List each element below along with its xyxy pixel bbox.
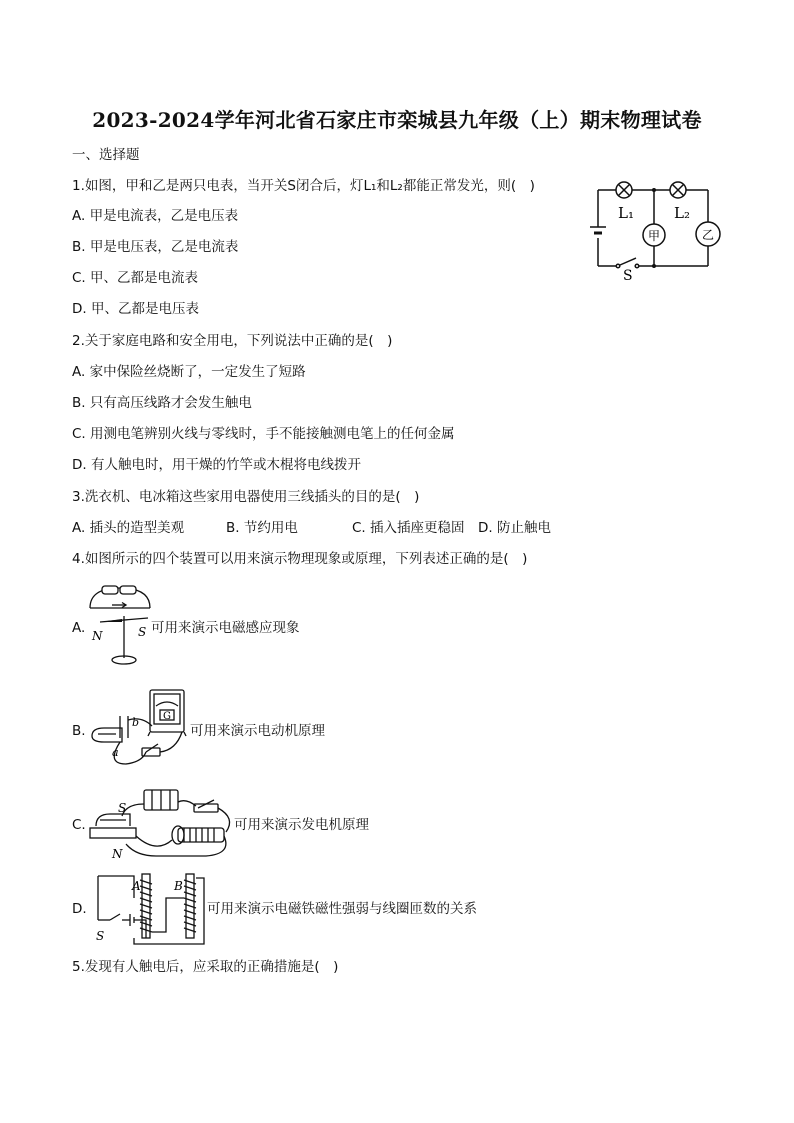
compass-s-label: S — [138, 625, 147, 639]
question-1-option-c: C. 甲、乙都是电流表 — [72, 270, 199, 286]
question-2-option-d: D. 有人触电时，用干燥的竹竿或木棍将电线拨开 — [72, 457, 361, 473]
question-1-option-b: B. 甲是电压表，乙是电流表 — [72, 239, 239, 255]
lamp-l2-label: L₂ — [674, 204, 690, 222]
wire-a-label: a — [112, 746, 119, 759]
question-1-stem: 1.如图，甲和乙是两只电表，当开关S闭合后，灯L₁和L₂都能正常发光，则( ) — [72, 178, 535, 194]
question-3-option-c: C. 插入插座更稳固 — [352, 520, 465, 536]
meter-jia-label: 甲 — [647, 229, 661, 243]
page-title: 2023-2024学年河北省石家庄市栾城县九年级（上）期末物理试卷 — [92, 108, 702, 132]
question-1-option-a: A. 甲是电流表，乙是电压表 — [72, 208, 239, 224]
wire-b-label: b — [132, 716, 140, 729]
compass-n-label: N — [92, 629, 103, 643]
electromagnet-a-label: A — [132, 879, 141, 893]
question-4-option-a-text: 可用来演示电磁感应现象 — [151, 620, 300, 636]
question-3-option-d: D. 防止触电 — [478, 520, 551, 536]
question-2-option-a: A. 家中保险丝烧断了，一定发生了短路 — [72, 364, 306, 380]
question-4-option-d-text: 可用来演示电磁铁磁性强弱与线圈匝数的关系 — [207, 901, 477, 917]
lamp-l1-label: L₁ — [618, 204, 634, 222]
oersted-experiment-figure — [86, 582, 154, 668]
question-1-circuit-diagram — [580, 172, 730, 282]
magnet-s-label: S — [118, 801, 127, 815]
question-4-option-c-text: 可用来演示发电机原理 — [234, 817, 369, 833]
question-1-option-d: D. 甲、乙都是电压表 — [72, 301, 199, 317]
question-2-option-b: B. 只有高压线路才会发生触电 — [72, 395, 252, 411]
question-4-option-b-text: 可用来演示电动机原理 — [190, 723, 325, 739]
question-3-option-b: B. 节约用电 — [226, 520, 298, 536]
question-2-stem: 2.关于家庭电路和安全用电，下列说法中正确的是( ) — [72, 333, 393, 349]
section-heading: 一、选择题 — [72, 147, 140, 163]
question-4-stem: 4.如图所示的四个装置可以用来演示物理现象或原理，下列表述正确的是( ) — [72, 551, 528, 567]
question-5-stem: 5.发现有人触电后，应采取的正确措施是( ) — [72, 959, 339, 975]
question-4-option-c-letter: C. — [72, 817, 86, 833]
question-3-stem: 3.洗衣机、电冰箱这些家用电器使用三线插头的目的是( ) — [72, 489, 420, 505]
question-2-option-c: C. 用测电笔辨别火线与零线时，手不能接触测电笔上的任何金属 — [72, 426, 455, 442]
question-4-option-d-letter: D. — [72, 901, 87, 917]
meter-yi-label: 乙 — [701, 228, 715, 242]
question-4-option-a-letter: A. — [72, 620, 86, 636]
question-4-option-b-letter: B. — [72, 723, 86, 739]
electromagnet-experiment-figure — [86, 868, 206, 948]
switch-s-label: S — [96, 929, 105, 943]
electromagnet-b-label: B — [174, 879, 183, 893]
galvanometer-experiment-figure — [86, 686, 196, 772]
magnet-n-label: N — [112, 847, 123, 861]
galvanometer-g-label: G — [163, 711, 171, 722]
motor-experiment-figure — [86, 784, 236, 864]
switch-s-label: S — [623, 268, 633, 282]
question-3-option-a: A. 插头的造型美观 — [72, 520, 185, 536]
